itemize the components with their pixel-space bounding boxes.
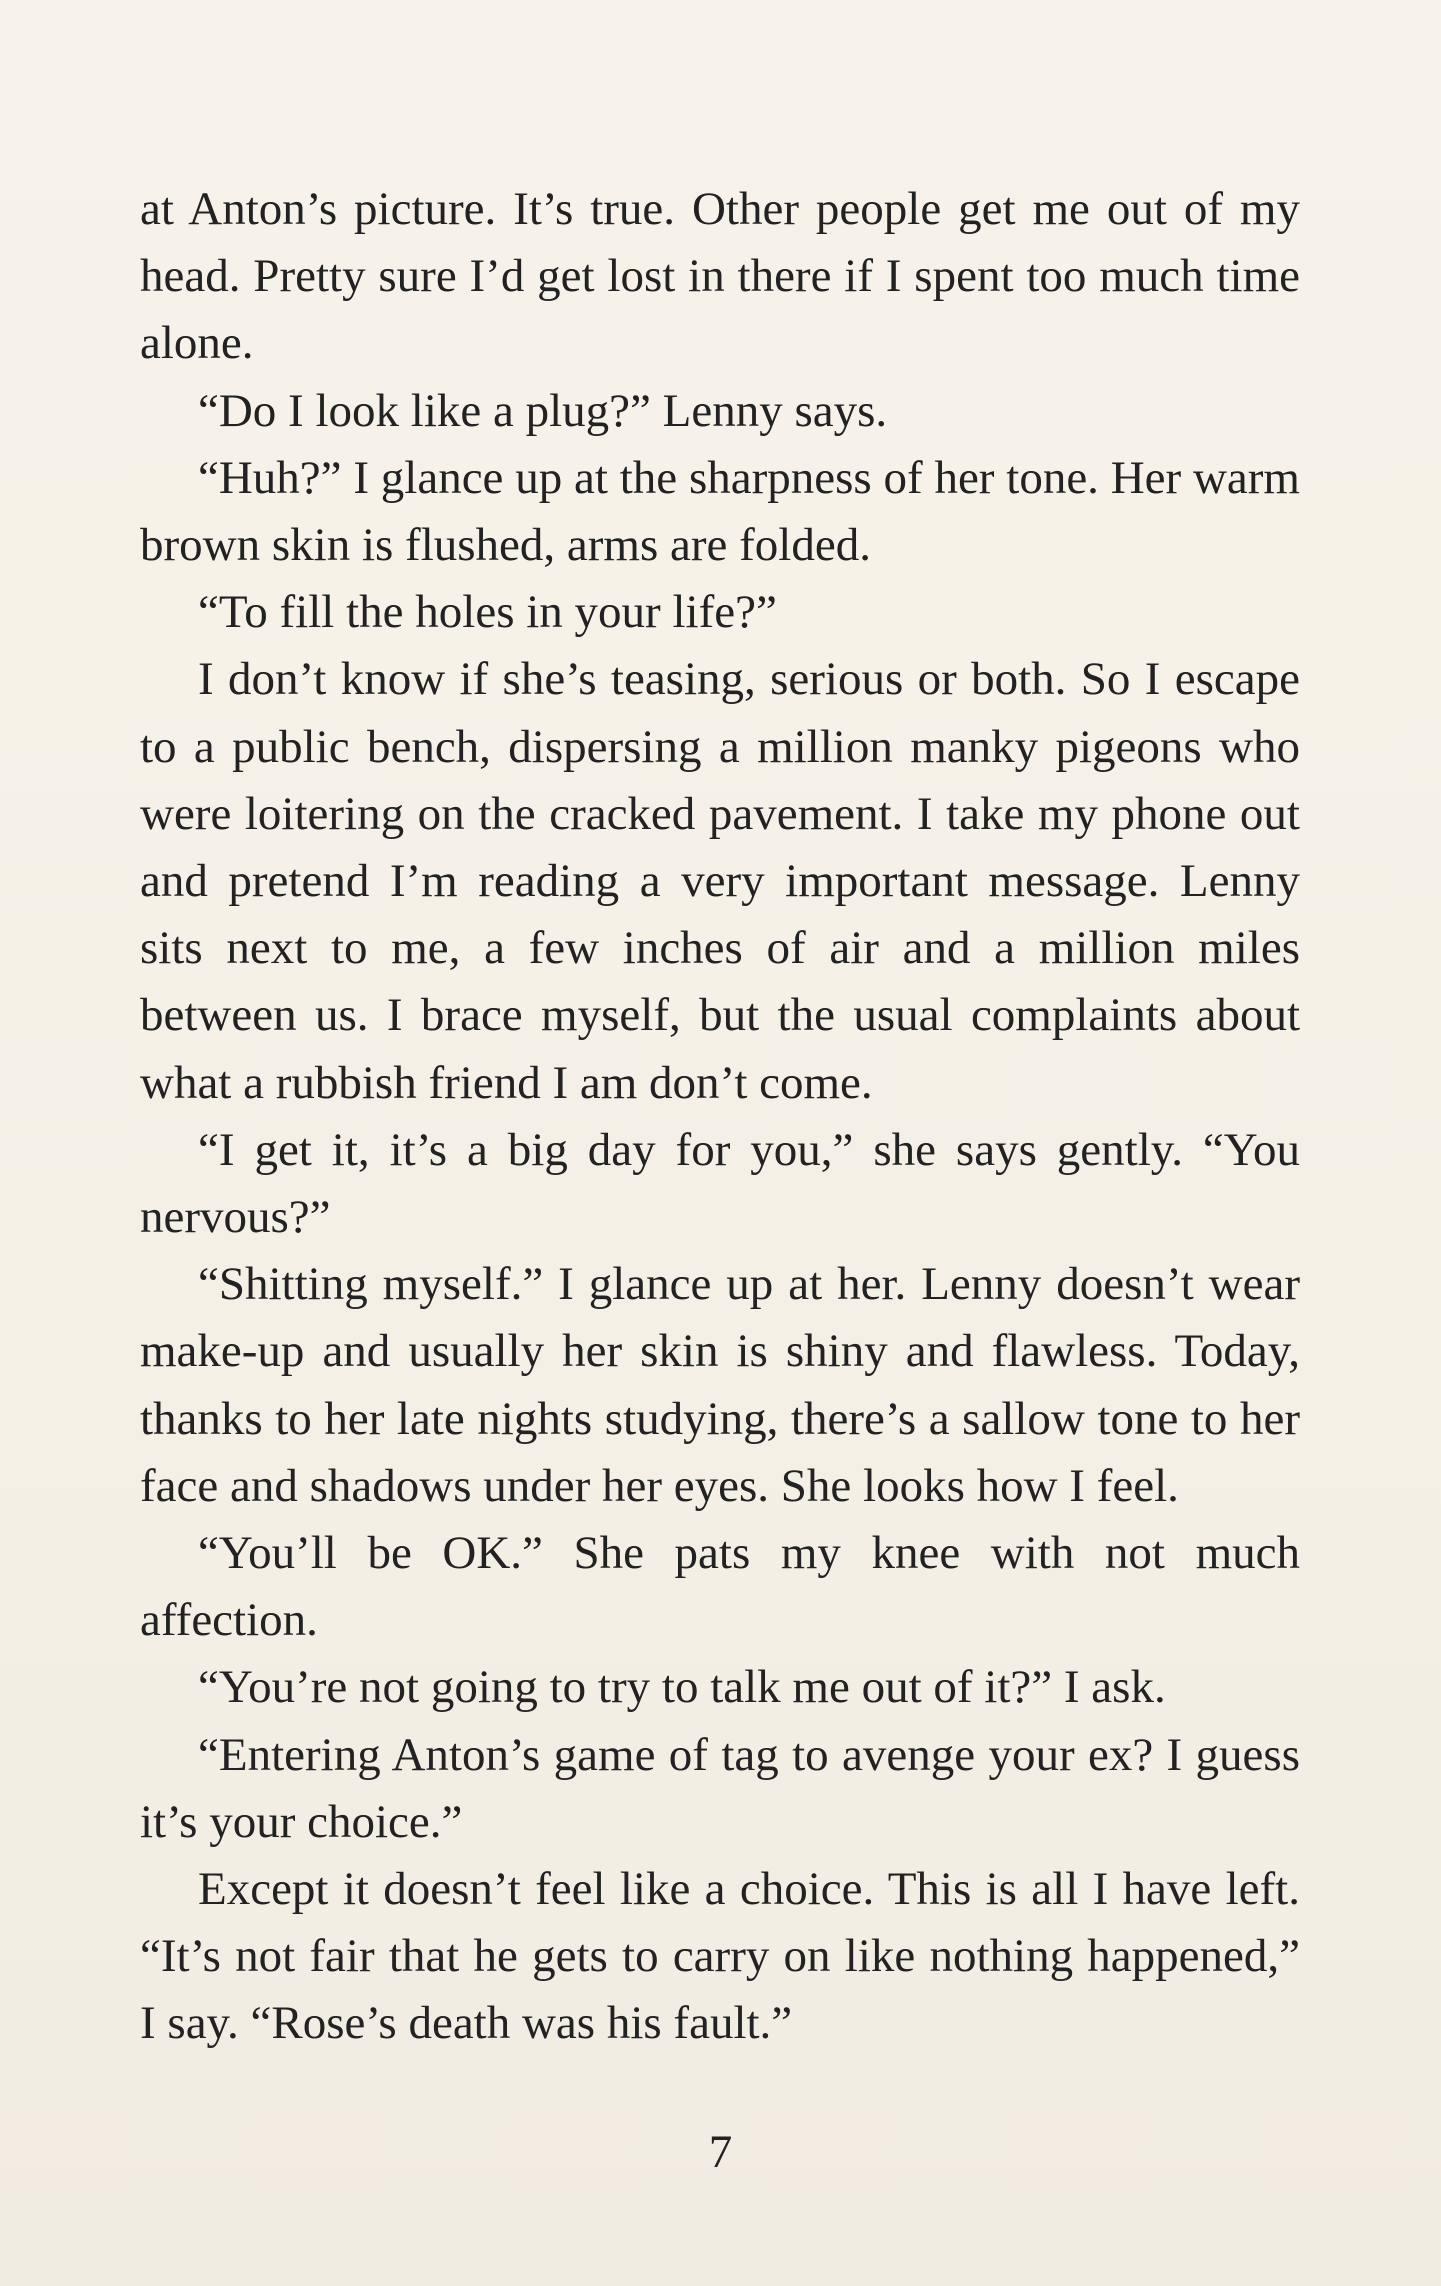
paragraph-10: “Entering Anton’s game of tag to avenge your ex? I guess it’s your choice.” [140,1728,1300,1848]
paragraph-7: “Shitting myself.” I glance up at her. Lenny doesn’t wear make-up and usually her skin is shiny and flawless. Today, thanks to her late nights studying, there’s a sallow tone to her face and shadows under her eyes. She looks how I feel. [140,1258,1300,1512]
paragraph-1: at Anton’s picture. It’s true. Other people get me out of my head. Pretty sure I’d get lost in there if I spent too much time alone. [140,183,1300,370]
paragraph-5: I don’t know if she’s teasing, serious or both. So I escape to a public bench, dispersing a million manky pigeons who were loitering on the cracked pavement. I take my phone out and pretend I’m reading a very important message. Lenny sits next to me, a few inches of air and a million miles between us. I brace myself, but the usual complaints about what a rubbish friend I am don’t come. [140,653,1300,1109]
paragraph-9: “You’re not going to try to talk me out of it?” I ask. [198,1661,1166,1714]
paragraph-11: Except it doesn’t feel like a choice. This is all I have left. “It’s not fair that he gets to carry on like nothing happened,” I say. “Rose’s death was his fault.” [140,1863,1300,2050]
paragraph-2: “Do I look like a plug?” Lenny says. [198,384,888,437]
page-number: 7 [708,2126,733,2178]
paragraph-8: “You’ll be OK.” She pats my knee with not much affection. [140,1527,1300,1647]
paragraph-4: “To fill the holes in your life?” [198,586,777,639]
body-text [140,176,1300,2058]
paragraph-3: “Huh?” I glance up at the sharpness of her tone. Her warm brown skin is flushed, arms are folded. [140,451,1300,572]
paragraph-6: “I get it, it’s a big day for you,” she says gently. “You nervous?” [140,1123,1300,1244]
